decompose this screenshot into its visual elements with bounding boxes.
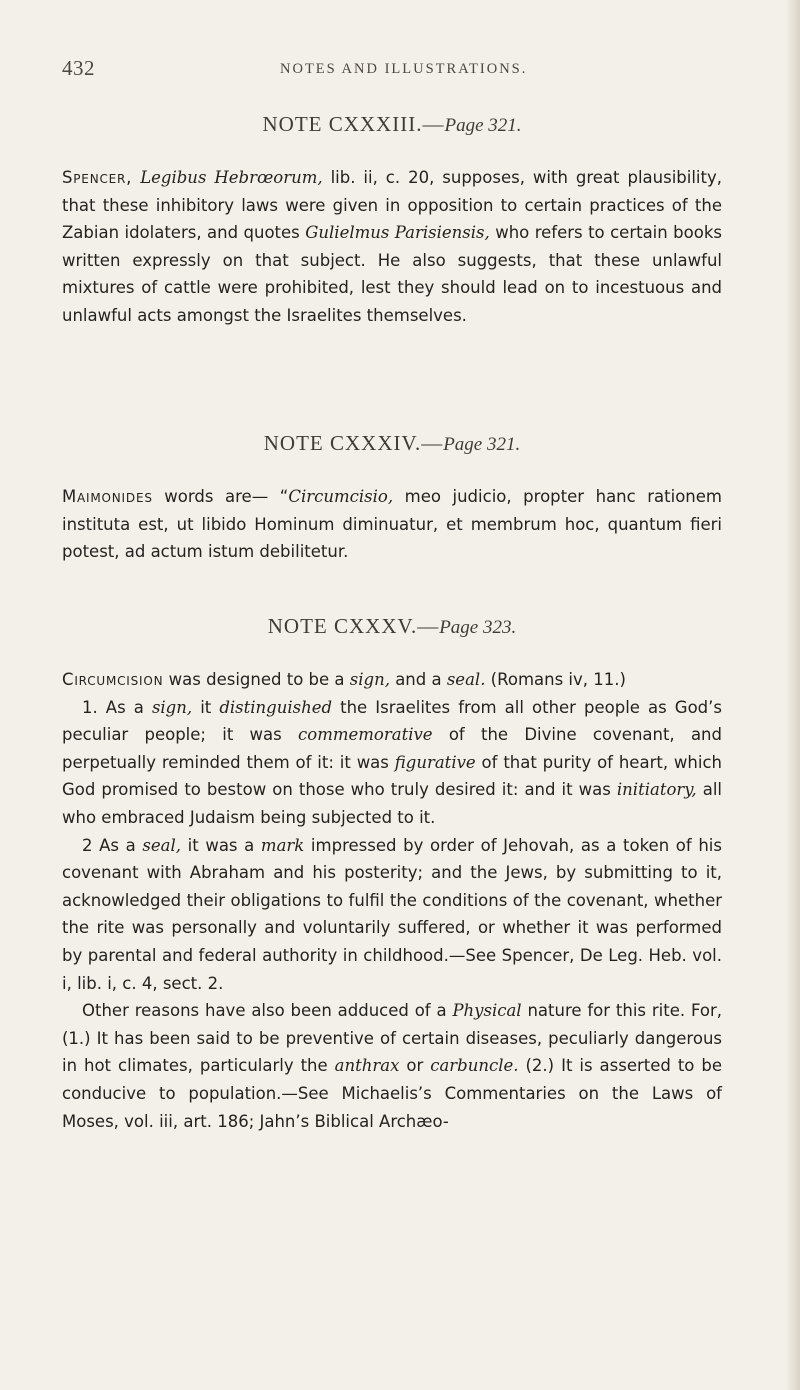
italic-word: sign, — [151, 697, 193, 717]
italic-word: distinguished — [219, 697, 333, 717]
text-run: Other reasons have also been adduced of a — [82, 1001, 453, 1021]
italic-word: Physical — [452, 1001, 522, 1021]
text-run: (2.) It is asserted to be conducive to population.—See Michaelis’s Commentaries on the Laws of Moses, vol. iii, art. 186; Jahn’s Biblical Archæo- — [62, 1056, 722, 1131]
italic-word: initiatory, — [616, 780, 697, 800]
text-run: of that purity of heart, which God promised to bestow on those who truly desired it: and it was — [62, 752, 722, 800]
italic-title: Legibus Hebrœorum, — [140, 168, 323, 187]
text-run: it — [192, 697, 220, 717]
text-run: was designed to be a — [163, 670, 350, 689]
italic-word: seal. — [446, 670, 486, 689]
note-page-ref: Page 321. — [443, 434, 521, 455]
page-edge-shadow — [786, 0, 800, 1390]
note-cxxxiii-heading — [62, 108, 722, 140]
italic-word: seal, — [142, 835, 181, 855]
author-name: Spencer, — [62, 168, 133, 187]
text-run: words are— “ — [152, 487, 289, 506]
topic-word: Circumcision — [62, 670, 164, 689]
italic-word: commemorative — [298, 725, 433, 745]
italic-word: mark — [260, 835, 305, 855]
note-cxxxiii — [62, 108, 722, 330]
author-name: Maimonides — [62, 487, 153, 506]
note-cxxxv-heading — [62, 610, 722, 642]
italic-word: anthrax — [334, 1056, 400, 1076]
note-heading-text: NOTE CXXXIV.— — [263, 431, 444, 455]
text-run: it was a — [181, 835, 261, 855]
text-run: meo judicio, propter hanc rationem instituta est, ut libido Hominum diminuatur, et membrum hoc, quantum fieri potest, ad actum istum debilitetur. — [62, 487, 722, 562]
text-run: or — [399, 1056, 431, 1076]
italic-word: figurative — [394, 752, 476, 772]
italic-name: Gulielmus Parisiensis, — [305, 223, 490, 243]
text-run: impressed by order of Jehovah, as a token of his covenant with Abraham and his posterity; and the Jews, by submitting to it, acknowledged their obligations to fulfil the conditions of the covenant, whether the rite was personally and voluntarily suffered, or whether it was performed by parental and federal authority in childhood.—See Spencer, De Leg. Heb. vol. i, lib. i, c. 4, sect. 2. — [62, 835, 722, 993]
text-run: the Israelites from all other people as God’s peculiar people; it was — [62, 697, 722, 745]
note-page-ref: Page 321. — [444, 115, 522, 136]
text-run: nature for this rite. For, (1.) It has been said to be preventive of certain diseases, peculiarly dangerous in hot climates, particularly the — [62, 1001, 722, 1076]
page-number: 432 — [62, 56, 95, 80]
note-cxxxiv-paragraph — [62, 483, 722, 566]
note-cxxxv-paragraph-2 — [62, 694, 722, 832]
text-run: 1. As a — [82, 697, 152, 717]
note-cxxxv-paragraph-3 — [62, 832, 722, 998]
page-header — [62, 56, 722, 86]
note-cxxxv-paragraph-1 — [62, 666, 722, 694]
text-run: and a — [389, 670, 447, 689]
italic-word: carbuncle. — [430, 1056, 519, 1076]
italic-word: sign, — [349, 670, 390, 689]
running-head: NOTES AND ILLUSTRATIONS. — [280, 61, 528, 77]
text-run: all who embraced Judaism being subjected to it. — [62, 780, 722, 827]
note-cxxxiv — [62, 427, 722, 566]
note-heading-text: NOTE CXXXV.— — [267, 614, 440, 638]
text-run: who refers to certain books written expressly on that subject. He also suggests, that these unlawful mixtures of cattle were prohibited, lest they should lead on to incestuous and unlawful acts amongst the Israelites themselves. — [62, 223, 722, 325]
text-run: of the Divine covenant, and perpetually reminded them of it: it was — [62, 725, 722, 772]
note-cxxxv — [62, 610, 722, 1135]
note-cxxxv-paragraph-4 — [62, 997, 722, 1135]
note-cxxxiii-paragraph — [62, 164, 722, 330]
note-heading-text: NOTE CXXXIII.— — [262, 112, 445, 136]
text-run: (Romans iv, 11.) — [485, 670, 626, 689]
note-page-ref: Page 323. — [439, 617, 517, 638]
note-cxxxiv-heading — [62, 427, 722, 459]
italic-word: Circumcisio, — [288, 487, 394, 506]
text-run: lib. ii, c. 20, supposes, with great plausibility, that these inhibitory laws were given in opposition to certain practices of the Zabian idolaters, and quotes — [62, 168, 722, 243]
text-run: 2 As a — [82, 835, 143, 855]
